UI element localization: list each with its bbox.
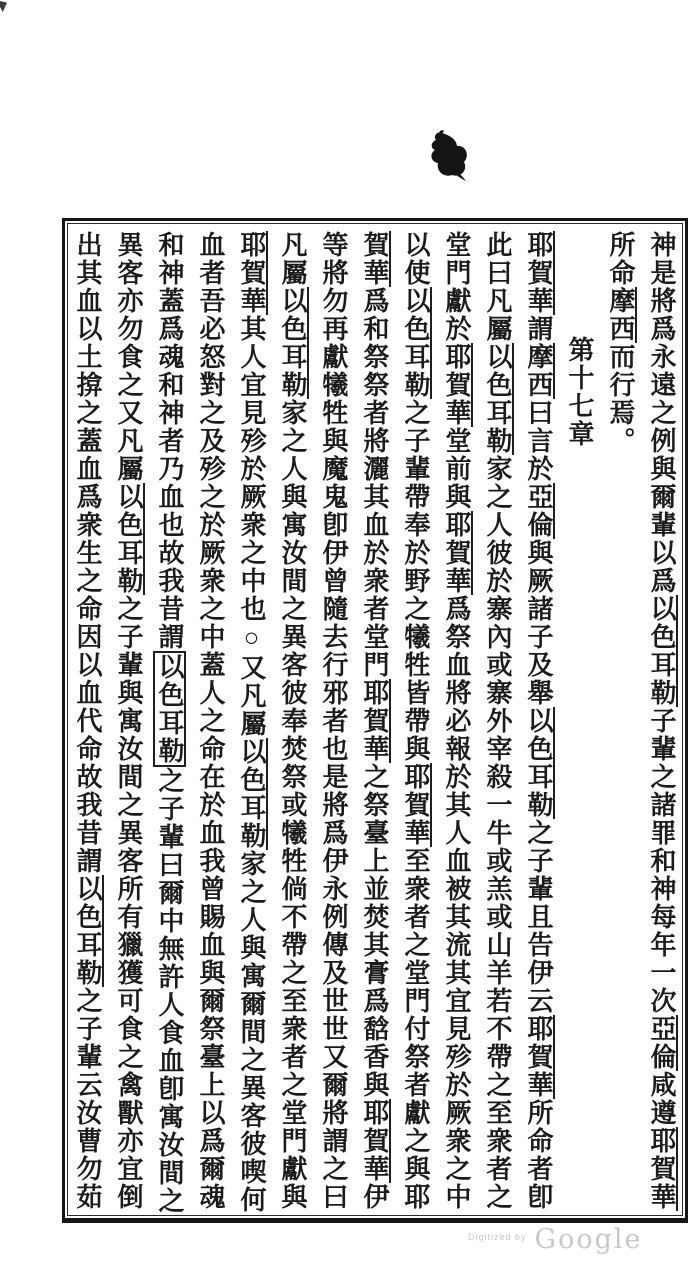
proper-noun-run: 亞倫 — [524, 483, 553, 539]
proper-noun-run: 以色耳勒 — [114, 483, 143, 595]
text-run: 異客亦勿食之又凡屬 — [114, 231, 143, 483]
text-column — [277, 231, 308, 1212]
text-column — [113, 231, 144, 1212]
text-column — [195, 231, 226, 1212]
text-run: 堂前與 — [442, 427, 471, 511]
text-run: 子輩之諸罪和神每年一次 — [647, 707, 676, 1015]
proper-noun-run: 以色耳勒 — [524, 707, 553, 819]
proper-noun-run: 以色耳勒 — [483, 343, 512, 455]
text-column — [605, 231, 636, 1212]
text-run: 之祭臺上並焚其膏爲馠香與 — [360, 763, 389, 1099]
text-column — [482, 231, 513, 1212]
google-logo: Google — [534, 1224, 643, 1255]
text-run: 所命者卽 — [524, 1099, 553, 1211]
proper-noun-run: 耶賀華 — [237, 231, 266, 315]
scan-corner-speck — [0, 1, 7, 12]
text-run: 曰言於 — [524, 399, 553, 483]
proper-noun-run: 摩西 — [606, 287, 635, 343]
text-run: 凡屬 — [278, 231, 307, 287]
text-column — [523, 231, 554, 1212]
text-run: 之子輩與寓汝間之異客所有獵獲可食之禽獸亦宜倒 — [114, 595, 143, 1211]
proper-noun-run: 亞倫 — [647, 1015, 676, 1071]
text-column — [154, 231, 185, 1215]
text-run: 此曰凡屬 — [483, 231, 512, 343]
text-run: 堂門獻於 — [442, 231, 471, 343]
text-run: 與厥諸子及舉 — [524, 539, 553, 707]
text-run: 咸遵 — [647, 1071, 676, 1127]
text-run: 伊 — [360, 1183, 389, 1211]
proper-noun-run: 以色耳勒 — [155, 653, 184, 765]
proper-noun-run: 以色耳勒 — [237, 738, 266, 850]
text-run: 之子輩云汝曹勿茹 — [73, 987, 102, 1211]
proper-noun-run: 耶賀華 — [442, 511, 471, 595]
text-column — [646, 231, 677, 1212]
text-column — [359, 231, 390, 1212]
text-column — [318, 231, 349, 1212]
text-run: 家之人與寓爾間之異客彼喫何 — [237, 850, 266, 1214]
text-run: 所命 — [606, 231, 635, 287]
text-run: 爲和祭祭者將灑其血於衆者堂門 — [360, 287, 389, 679]
text-columns — [71, 231, 677, 1215]
text-run: 爲祭血將必報於其人血被其流其宜見殄於厥衆之中 — [442, 595, 471, 1211]
proper-noun-run: 賀華 — [360, 231, 389, 287]
text-run: 第十七章 — [565, 336, 594, 448]
proper-noun-run: 耶賀華 — [360, 679, 389, 763]
text-run: 血者吾必怒對之及殄之於厥衆之中蓋人之命在於血我曾賜血與爾祭臺上以爲爾魂 — [196, 231, 225, 1211]
ink-stain — [426, 130, 470, 182]
proper-noun-run: 耶賀華 — [524, 1015, 553, 1099]
proper-noun-run: 耶賀華 — [360, 1099, 389, 1183]
text-run: 以使 — [401, 231, 430, 287]
proper-noun-run: 耶賀華 — [401, 763, 430, 847]
text-column — [236, 231, 267, 1212]
proper-noun-run: 以色耳勒 — [647, 595, 676, 707]
proper-noun-run: 以色耳勒 — [73, 875, 102, 987]
proper-noun-run: 以色耳勒 — [401, 287, 430, 399]
proper-noun-run: 耶賀華 — [647, 1127, 676, 1211]
google-watermark — [468, 1224, 643, 1255]
watermark-digitized-label: Digitized by — [468, 1232, 527, 1242]
text-run: 神是將爲永遠之例與爾輩以爲 — [647, 231, 676, 595]
text-run: 其人宜見殄於厥衆之中也○又凡屬 — [237, 315, 266, 738]
text-frame — [62, 218, 688, 1223]
text-run: 等將勿再獻犧牲與魔鬼卽伊曾隨去行邪者也是將爲伊永例傳及世世又爾將謂之曰 — [319, 231, 348, 1211]
text-run: 和神蓋爲魂和神者乃血也故我昔謂 — [155, 231, 184, 651]
chapter-heading-column — [564, 231, 595, 1269]
text-run: 之子輩帶奉於野之犧牲皆帶與 — [401, 399, 430, 763]
text-run: 之子輩且告伊云 — [524, 819, 553, 1015]
text-run: 謂 — [524, 315, 553, 343]
text-run: 之子輩曰爾中無許人食血卽寓汝間之 — [155, 767, 184, 1215]
proper-noun-run: 耶賀華 — [524, 231, 553, 315]
text-column — [441, 231, 472, 1212]
text-run: 出其血以土揜之蓋血爲衆生之命因以血代命故我昔謂 — [73, 231, 102, 875]
proper-noun-run: 耶賀華 — [442, 343, 471, 427]
text-run: 家之人彼於寨內或寨外宰殺一牛或羔或山羊若不帶之至衆者之 — [483, 455, 512, 1211]
text-run: 家之人與寓汝間之異客彼奉焚祭或犧牲倘不帶之至衆者之堂門獻與 — [278, 399, 307, 1211]
text-run: 至衆者之堂門付祭者獻之與耶 — [401, 847, 430, 1211]
proper-noun-run: 以色耳勒 — [278, 287, 307, 399]
text-run: 而行焉。 — [606, 343, 635, 455]
text-column — [72, 231, 103, 1212]
proper-noun-run: 摩西 — [524, 343, 553, 399]
text-column — [400, 231, 431, 1212]
